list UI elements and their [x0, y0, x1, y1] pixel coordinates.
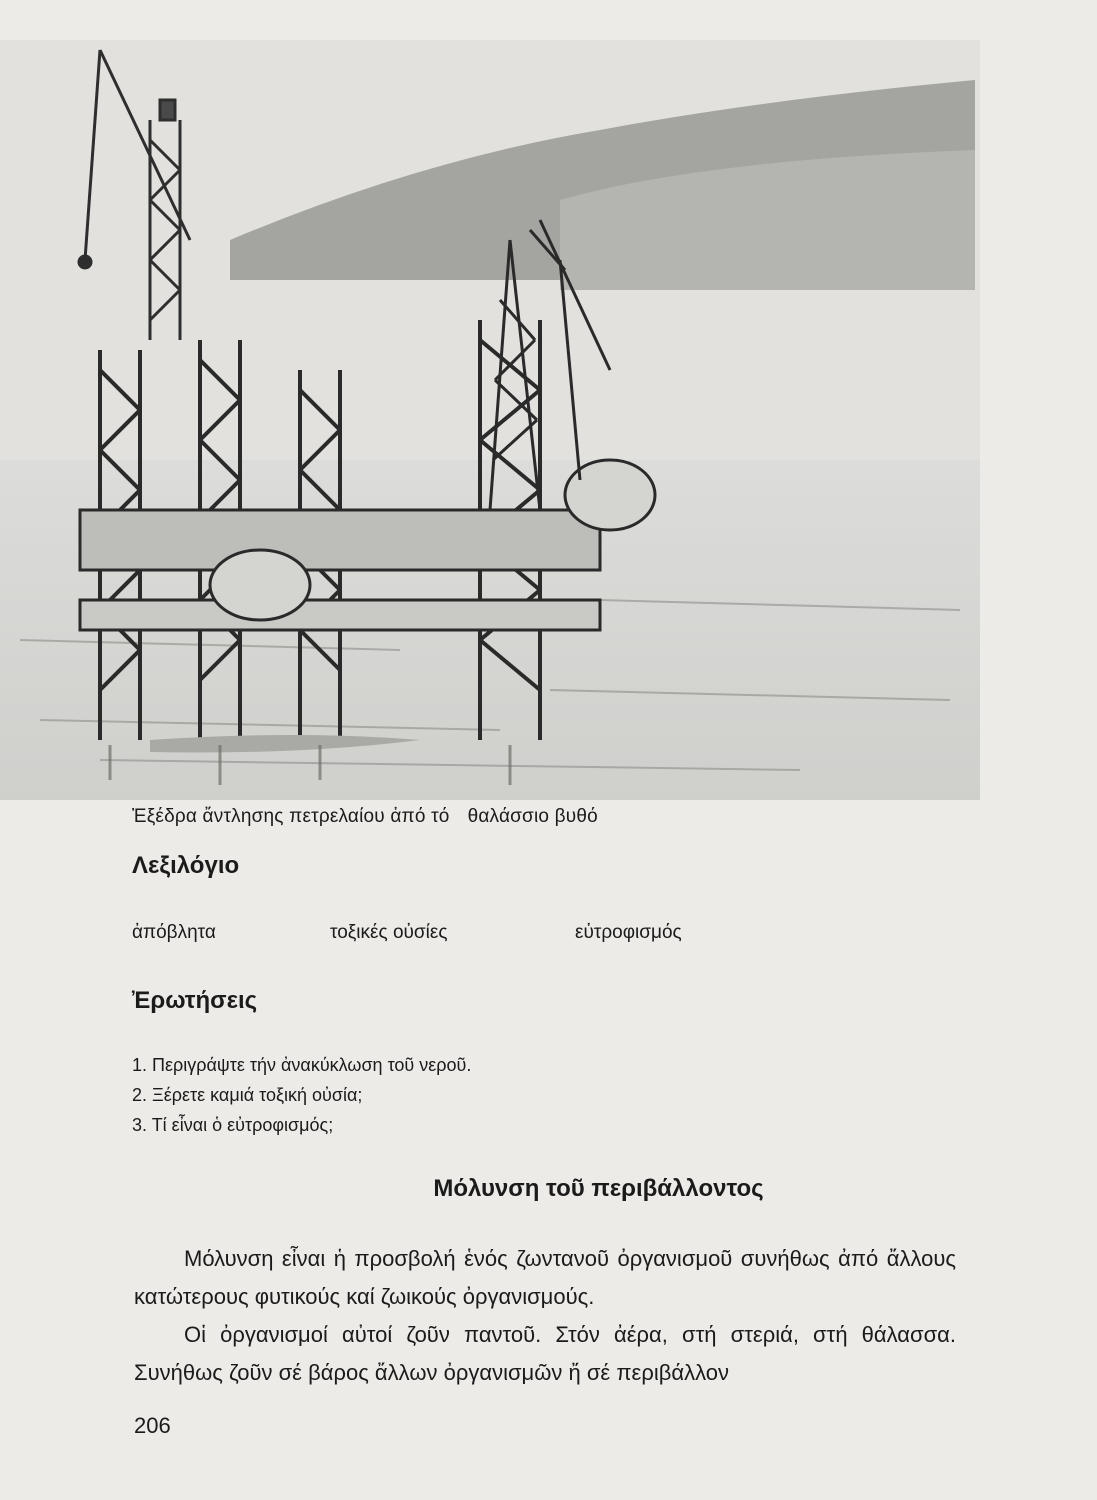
- question-item: 2. Ξέρετε καμιά τοξική οὐσία;: [132, 1085, 363, 1105]
- questions-heading: Ἐρωτήσεις: [132, 987, 258, 1014]
- vocabulary-term: τοξικές οὐσίες: [330, 922, 448, 943]
- vocabulary-heading: Λεξιλόγιο: [132, 852, 240, 879]
- vocabulary-term: ἀπόβλητα: [132, 922, 216, 943]
- vocabulary-term: εὐτροφισμός: [575, 922, 682, 943]
- figure-caption: [132, 806, 598, 828]
- question-item: 1. Περιγράψτε τήν ἀνακύκλωση τοῦ νεροῦ.: [132, 1055, 472, 1075]
- caption-part-1: Ἐξέδρα ἄντλησης πετρελαίου ἀπό τό: [132, 806, 450, 827]
- section-heading-text: Μόλυνση τοῦ περιβάλλοντος: [433, 1175, 764, 1202]
- question-item: 3. Τί εἶναι ὁ εὐτροφισμός;: [132, 1115, 334, 1135]
- body-paragraph: Μόλυνση εἶναι ἡ προσβολή ἑνός ζωντανοῦ ὀργανισμοῦ συνήθως ἀπό ἄλλους κατώτερους φυτικούς καί ζωικούς ὀργανισμούς.: [134, 1246, 956, 1309]
- questions-list: [132, 1050, 471, 1140]
- body-paragraph: Οἱ ὀργανισμοί αὐτοί ζοῦν παντοῦ. Στόν ἀέρα, στή στεριά, στή θάλασσα. Συνήθως ζοῦν σέ βάρος ἄλλων ὀργανισμῶν ἤ σέ περιβάλλον: [134, 1322, 956, 1385]
- section-body: [134, 1240, 956, 1392]
- caption-part-2: θαλάσσιο βυθό: [467, 806, 598, 827]
- page-number: 206: [134, 1413, 171, 1438]
- section-heading: [0, 1175, 1097, 1203]
- oil-platform-illustration: [0, 40, 980, 800]
